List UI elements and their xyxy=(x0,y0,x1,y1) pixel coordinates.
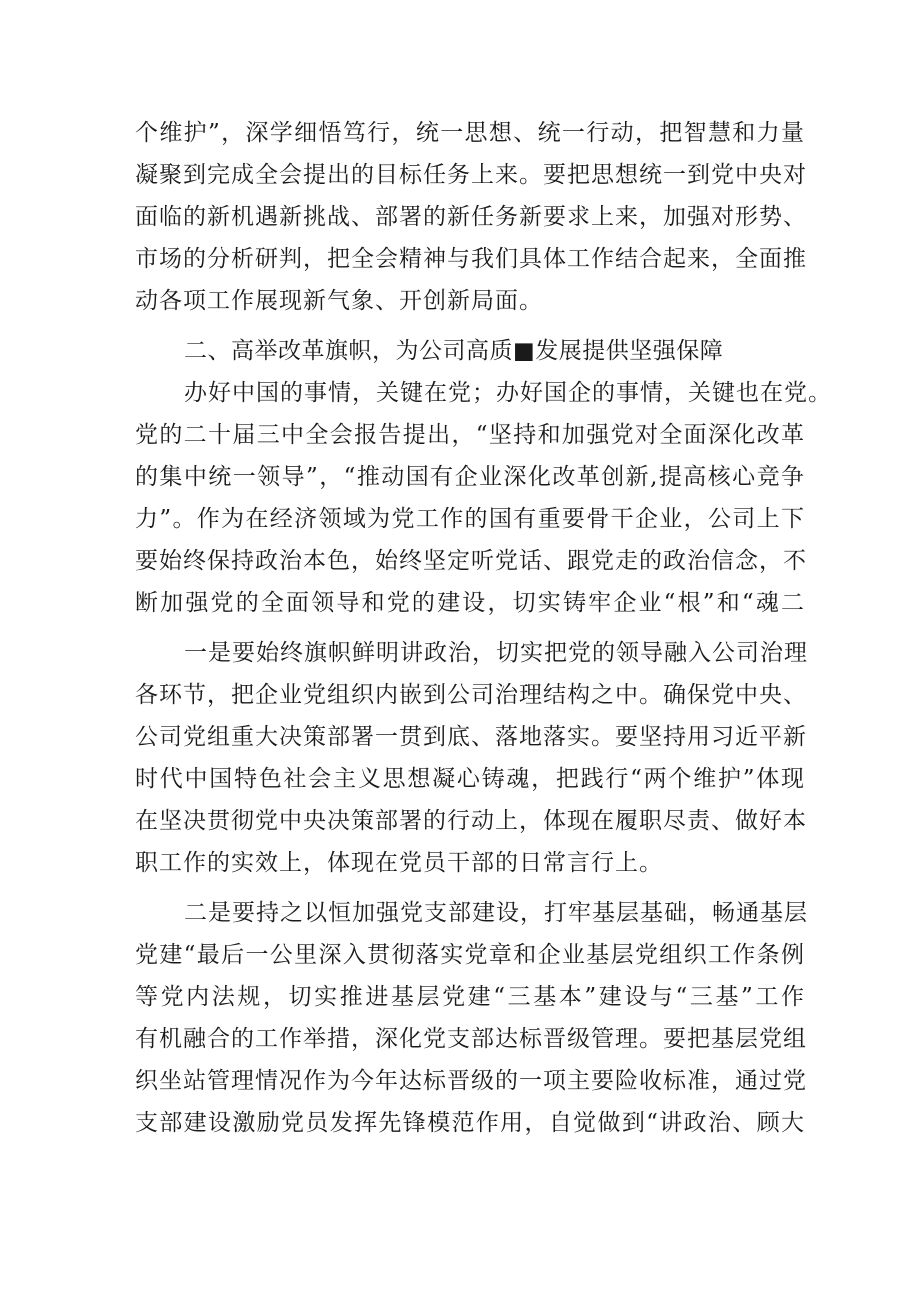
text-line: 凝聚到完成全会提出的目标任务上来。要把思想统一到党中央对 xyxy=(135,162,807,188)
text-line: 织坐站管理情况作为今年达标晋级的一项主要险收标准，通过党 xyxy=(135,1068,807,1094)
text-line: 力”。作为在经济领域为党工作的国有重要骨干企业，公司上下 xyxy=(135,506,805,532)
text-line: 支部建设激励党员发挥先锋模范作用，自觉做到“讲政治、顾大 xyxy=(135,1110,805,1136)
text-line: 公司党组重大决策部署一贯到底、落地落实。要坚持用习近平新 xyxy=(135,724,807,750)
text-line: 办好中国的事情，关键在党；办好国企的事情，关键也在党。 xyxy=(184,380,832,406)
text-line: 在坚决贯彻党中央决策部署的行动上，体现在履职尽责、做好本 xyxy=(135,808,807,834)
section-heading: 二、高举改革旗帜，为公司高质■发展提供坚强保障 xyxy=(184,338,724,364)
text-line: 面临的新机遇新挑战、部署的新任务新要求上来，加强对形势、 xyxy=(135,204,807,230)
text-line: 等党内法规，切实推进基层党建“三基本”建设与“三基”工作 xyxy=(135,984,805,1010)
text-line: 党建“最后一公里深入贯彻落实党章和企业基层党组织工作条例 xyxy=(135,942,805,968)
text-line: 有机融合的工作举措，深化党支部达标晋级管理。要把基层党组 xyxy=(135,1026,807,1052)
text-line: 各环节，把企业党组织内嵌到公司治理结构之中。确保党中央、 xyxy=(135,682,807,708)
text-line: 市场的分析研判，把全会精神与我们具体工作结合起来，全面推 xyxy=(135,246,807,272)
text-line: 一是要始终旗帜鲜明讲政治，切实把党的领导融入公司治理 xyxy=(184,640,808,666)
text-line: 时代中国特色社会主义思想凝心铸魂，把践行“两个维护”体现 xyxy=(135,766,805,792)
text-line: 要始终保持政治本色，始终坚定听党话、跟党走的政治信念，不 xyxy=(135,548,807,574)
text-line: 二是要持之以恒加强党支部建设，打牢基层基础，畅通基层 xyxy=(184,900,808,926)
text-line: 动各项工作展现新气象、开创新局面。 xyxy=(135,288,543,314)
text-line: 的集中统一领导”，“推动国有企业深化改革创新,提高核心竞争 xyxy=(135,464,805,490)
text-line: 个维护”，深学细悟笃行，统一思想、统一行动，把智慧和力量 xyxy=(135,120,805,146)
text-line: 断加强党的全面领导和党的建设，切实铸牢企业“根”和“魂二 xyxy=(135,590,805,616)
text-line: 党的二十届三中全会报告提出，“坚持和加强党对全面深化改革 xyxy=(135,422,805,448)
text-line: 职工作的实效上，体现在党员干部的日常言行上。 xyxy=(135,850,663,876)
